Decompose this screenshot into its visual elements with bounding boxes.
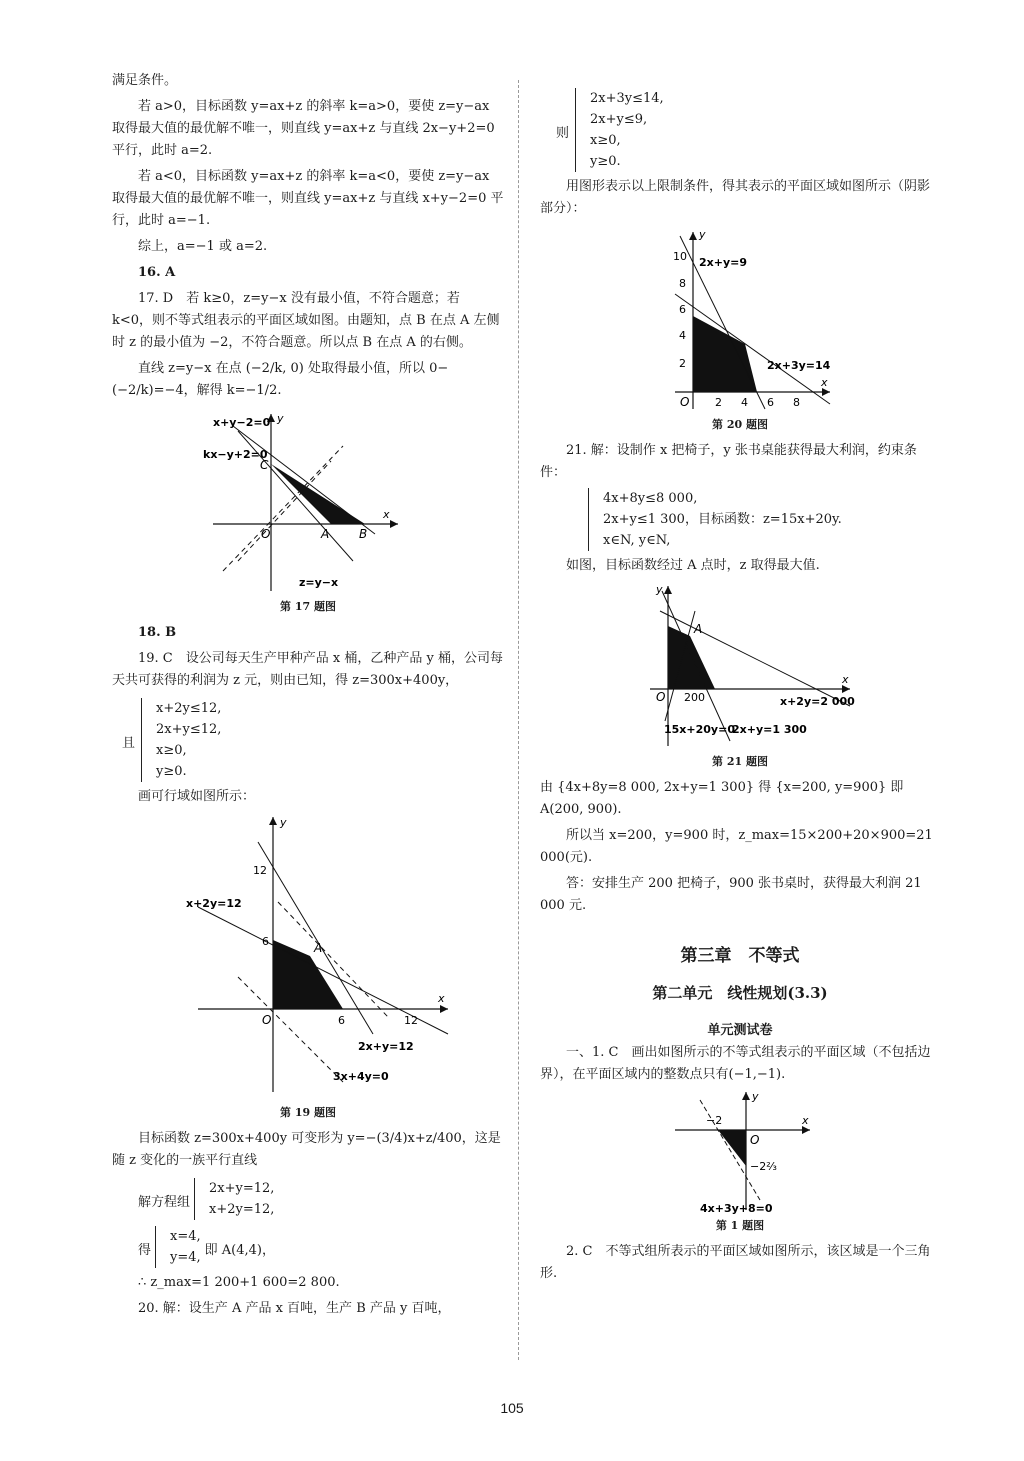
fig20-O: O [680,395,690,409]
system-lines [155,1226,201,1268]
system-line: x≥0, [590,133,621,148]
system-line: 2x+y≤9, [590,112,648,127]
fig1-eq1: 4x+3y+8=0 [700,1202,773,1215]
figure-21-caption: 第 21 题图 [712,755,768,768]
figure-17 [203,406,413,596]
answer-2: 2. C 不等式组所表示的平面区域如图所示，该区域是一个三角形. [540,1244,931,1281]
answer-18: 18. B [138,625,177,640]
system-lines [194,1178,274,1220]
system-line: 2x+y=12, [209,1181,275,1196]
fig21-y: y [656,583,663,596]
fig21-eq2: 15x+20y=0 [664,723,735,736]
text-paragraph: 目标函数 z=300x+400y 可变形为 y=−(3/4)x+z/400，这是随 z 变化的一族平行直线 [112,1131,501,1168]
system-suffix: 即 A(4,4)， [204,1242,275,1258]
fig21-eq1: x+2y=2 000 [780,695,855,708]
system-prefix: 且 [122,735,136,751]
figure-19-caption: 第 19 题图 [280,1106,336,1119]
figure-21 [620,581,860,751]
system-line: 2x+3y≤14, [590,91,664,106]
fig19-eq3: 3x+4y=0 [333,1070,389,1083]
answer-19: 19. C 设公司每天生产甲种产品 x 桶，乙种产品 y 桶，公司每天共可获得的利润为 z 元，则由已知，得 z=300x+400y， [112,651,503,688]
fig17-x: x [383,508,390,521]
text-line: 由 {4x+8y=8 000, 2x+y=1 300} 得 {x=200, y=900} 即 A(200, 900). [540,780,904,817]
system-20 [540,86,940,176]
figure-17-caption: 第 17 题图 [280,600,336,613]
text-line: 如图，目标函数经过 A 点时，z 取得最大值. [566,558,820,573]
text-paragraph: 若 a>0，目标函数 y=ax+z 的斜率 k=a>0，要使 z=y−ax 取得最大值的最优解不唯一，则直线 y=ax+z 与直线 2x−y+2=0 平行，此时 a=2. [112,99,495,158]
left-column [112,70,504,1324]
fig21-O: O [656,690,666,704]
system-prefix: 得 [138,1242,152,1258]
fig20-x4: 4 [741,396,748,409]
system-line: y=4, [170,1250,201,1265]
fig20-x8: 8 [793,396,800,409]
fig19-12x: 12 [404,1014,418,1027]
answer-16: 16. A [138,265,176,280]
fig1-m2: −2 [706,1114,723,1127]
answer-17: 17. D 若 k≥0，z=y−x 没有最小值，不符合题意；若 k<0，则不等式组表示的平面区域如图。由题知，点 B 在点 A 左侧时 z 的最小值为 −2，不符合题意。所以点 B 在点 A 的右侧。 [112,291,500,350]
page-number: 105 [500,1400,524,1416]
system-solve [112,1176,504,1224]
fig1-O: O [750,1133,760,1147]
system-line: x+2y≤12, [156,701,222,716]
answer-20: 20. 解：设生产 A 产品 x 百吨，生产 B 产品 y 百吨， [138,1301,451,1316]
fig1-x: x [802,1114,809,1127]
fig17-C: C [260,458,269,472]
text-line: ∴ z_max=1 200+1 600=2 800. [138,1275,340,1290]
answer-1: 一、1. C 画出如图所示的不等式组表示的平面区域（不包括边界），在平面区域内的整数点只有(−1,−1). [540,1045,931,1082]
fig17-eq2: kx−y+2=0 [203,448,268,461]
system-prefix: 则 [556,125,570,141]
system-21 [588,488,940,551]
fig21-eq3: 2x+y=1 300 [732,723,807,736]
system-line: x=4, [170,1229,201,1244]
chapter-title: 第三章 不等式 [680,946,800,966]
text-line: 综上，a=−1 或 a=2. [138,239,268,254]
fig19-x: x [438,992,445,1005]
fig20-y: y [699,228,706,241]
fig20-eq2: 2x+3y=14 [767,359,831,372]
fig1-y: y [752,1090,759,1103]
system-lines [575,88,664,172]
answer-21: 21. 解：设制作 x 把椅子，y 张书桌能获得最大利润，约束条件： [540,443,917,480]
system-line: x+2y=12, [209,1202,275,1217]
system-line: y≥0. [590,154,621,169]
text-paragraph: 若 a<0，目标函数 y=ax+z 的斜率 k=a<0，要使 z=y−ax 取得最大值的最优解不唯一，则直线 y=ax+z 与直线 x+y−2=0 平行，此时 a=−1. [112,169,504,228]
fig19-A: A [314,941,323,955]
fig21-A: A [694,622,703,636]
fig20-y6: 6 [679,303,686,316]
text-paragraph: 答：安排生产 200 把椅子，900 张书桌时，获得最大利润 21 000 元. [540,876,922,913]
fig19-y: y [280,816,287,829]
fig17-A: A [321,527,330,541]
system-prefix: 解方程组 [138,1194,191,1210]
fig17-eq3: z=y−x [299,576,339,589]
fig20-x2: 2 [715,396,722,409]
column-divider [518,80,519,1360]
text-paragraph: 所以当 x=200，y=900 时，z_max=15×200+20×900=21 000(元). [540,828,933,865]
unit-title: 第二单元 线性规划(3.3) [652,984,828,1002]
system-line: 4x+8y≤8 000, [603,491,698,506]
figure-1 [660,1090,820,1215]
text-paragraph: 用图形表示以上限制条件，得其表示的平面区域如图所示（阴影部分）： [540,179,931,216]
system-line: x≥0, [156,743,187,758]
system-19 [112,696,504,786]
system-line: x∈N, y∈N, [603,533,671,548]
test-title: 单元测试卷 [707,1023,773,1038]
fig19-6y: 6 [262,935,269,948]
text-line: 满足条件。 [112,73,178,88]
fig19-eq1: x+2y=12 [186,897,242,910]
fig21-200: 200 [684,691,705,704]
figure-1-caption: 第 1 题图 [715,1219,765,1232]
fig21-x: x [842,673,849,686]
system-line: y≥0. [156,764,187,779]
right-column [540,86,940,1289]
text-line: 画可行域如图所示： [138,789,256,804]
system-line: 2x+y≤12, [156,722,222,737]
figure-20-caption: 第 20 题图 [712,418,768,431]
figure-20 [635,224,845,414]
fig19-eq2: 2x+y=12 [358,1040,414,1053]
fig1-m223: −2⅔ [750,1160,777,1173]
system-result [112,1224,504,1272]
system-lines [141,698,221,782]
fig17-B: B [359,527,368,541]
fig17-y: y [277,412,284,425]
fig20-y2: 2 [679,357,686,370]
fig19-12y: 12 [253,864,267,877]
fig20-x6: 6 [767,396,774,409]
text-paragraph: 直线 z=y−x 在点 (−2/k, 0) 处取得最小值，所以 0−(−2/k)=−4，解得 k=−1/2. [112,361,449,398]
fig19-O: O [262,1013,272,1027]
fig17-eq1: x+y−2=0 [213,416,271,429]
system-line: 2x+y≤1 300，目标函数：z=15x+20y. [603,512,842,527]
fig20-eq1: 2x+y=9 [699,256,748,269]
fig20-y10: 10 [673,250,687,263]
fig19-6x: 6 [338,1014,345,1027]
fig20-x: x [821,376,828,389]
fig20-y4: 4 [679,329,686,342]
fig17-O: O [261,527,271,541]
figure-19 [158,812,458,1102]
fig20-y8: 8 [679,277,686,290]
